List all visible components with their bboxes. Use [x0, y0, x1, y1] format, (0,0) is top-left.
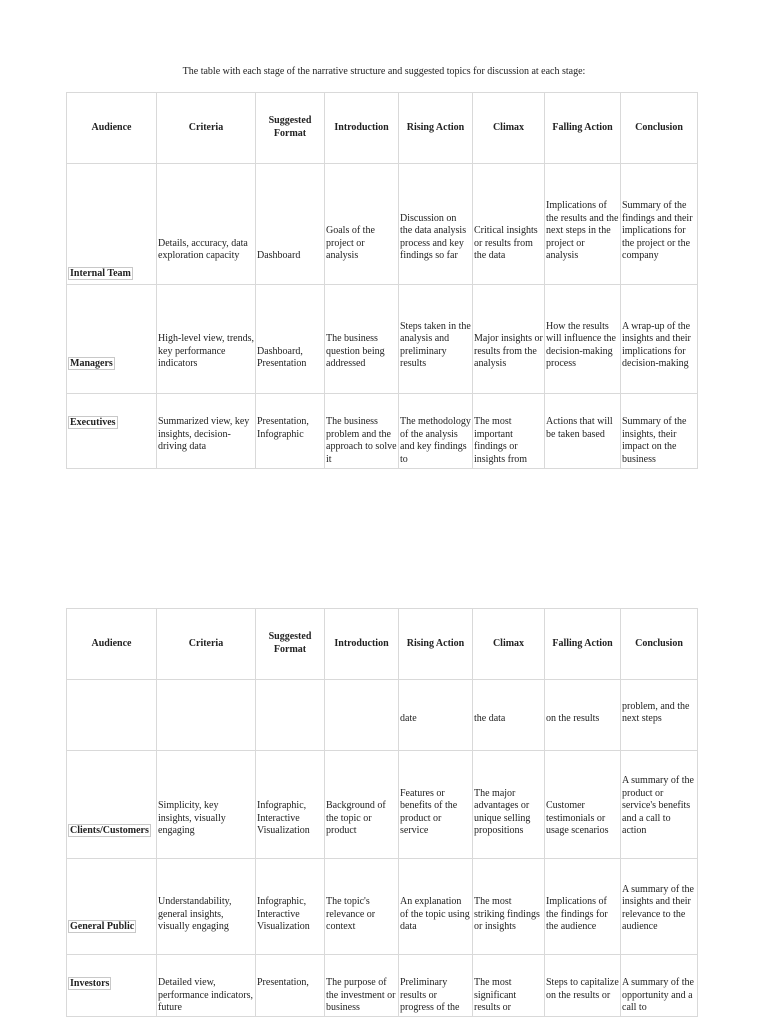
falling-action-cell: Customer testimonials or usage scenarios: [545, 751, 621, 859]
climax-cell: The most significant results or: [473, 955, 545, 1017]
climax-cell: The most striking findings or insights: [473, 859, 545, 955]
falling-action-cell: How the results will influence the decision-making process: [545, 285, 621, 394]
falling-action-cell: Actions that will be taken based: [545, 394, 621, 469]
audience-cell: [67, 751, 157, 859]
format-cell: Dashboard, Presentation: [256, 285, 325, 394]
audience-label: Clients/Customers: [70, 825, 149, 837]
table-caption: The table with each stage of the narrative structure and suggested topics for discussion at each stage:: [182, 66, 586, 77]
header-conclusion: Conclusion: [621, 93, 698, 164]
header-rising-action: Rising Action: [399, 93, 473, 164]
introduction-cell: Background of the topic or product: [325, 751, 399, 859]
header-climax: Climax: [473, 609, 545, 680]
rising-action-cell: Steps taken in the analysis and preliminary results: [399, 285, 473, 394]
climax-cell: The major advantages or unique selling propositions: [473, 751, 545, 859]
conclusion-cell: A summary of the product or service's benefits and a call to action: [621, 751, 698, 859]
format-cell: Infographic, Interactive Visualization: [256, 751, 325, 859]
audience-cell: [67, 285, 157, 394]
format-cell: Dashboard: [256, 164, 325, 285]
introduction-cell: The topic's relevance or context: [325, 859, 399, 955]
conclusion-cell: problem, and the next steps: [621, 680, 698, 751]
audience-cell: [67, 680, 157, 751]
table-row: [67, 285, 698, 394]
format-cell: Presentation,: [256, 955, 325, 1017]
header-criteria: Criteria: [157, 93, 256, 164]
conclusion-cell: A summary of the opportunity and a call to: [621, 955, 698, 1017]
audience-cell: [67, 164, 157, 285]
rising-action-cell: Discussion on the data analysis process and key findings so far: [399, 164, 473, 285]
audience-label: Investors: [70, 978, 110, 989]
conclusion-cell: Summary of the insights, their impact on the business: [621, 394, 698, 469]
audience-cell: [67, 955, 157, 1017]
introduction-cell: Goals of the project or analysis: [325, 164, 399, 285]
climax-cell: Major insights or results from the analysis: [473, 285, 545, 394]
falling-action-cell: Steps to capitalize on the results or: [545, 955, 621, 1017]
criteria-cell: [157, 680, 256, 751]
audience-label: General Public: [70, 921, 135, 933]
conclusion-cell: Summary of the findings and their implications for the project or the company: [621, 164, 698, 285]
table-row: [67, 859, 698, 955]
narrative-table-2: [66, 608, 698, 1017]
format-cell: Presentation, Infographic: [256, 394, 325, 469]
criteria-cell: High-level view, trends, key performance indicators: [157, 285, 256, 394]
rising-action-cell: The methodology of the analysis and key findings to: [399, 394, 473, 469]
format-cell: Infographic, Interactive Visualization: [256, 859, 325, 955]
header-audience: Audience: [67, 609, 157, 680]
conclusion-cell: A wrap-up of the insights and their implications for decision-making: [621, 285, 698, 394]
climax-cell: The most important findings or insights from: [473, 394, 545, 469]
audience-cell: [67, 859, 157, 955]
criteria-cell: Simplicity, key insights, visually engaging: [157, 751, 256, 859]
audience-label: Managers: [70, 358, 113, 370]
rising-action-cell: date: [399, 680, 473, 751]
table-row: [67, 751, 698, 859]
header-row: [67, 93, 698, 164]
continuation-row: [67, 680, 698, 751]
conclusion-cell: A summary of the insights and their relevance to the audience: [621, 859, 698, 955]
header-suggested-format: Suggested Format: [256, 93, 325, 164]
header-introduction: Introduction: [325, 93, 399, 164]
header-criteria: Criteria: [157, 609, 256, 680]
table-row: [67, 394, 698, 469]
header-climax: Climax: [473, 93, 545, 164]
rising-action-cell: Features or benefits of the product or service: [399, 751, 473, 859]
falling-action-cell: Implications of the findings for the audience: [545, 859, 621, 955]
audience-label: Internal Team: [70, 268, 131, 280]
climax-cell: the data: [473, 680, 545, 751]
climax-cell: Critical insights or results from the data: [473, 164, 545, 285]
header-row: [67, 609, 698, 680]
falling-action-cell: on the results: [545, 680, 621, 751]
introduction-cell: The business problem and the approach to solve it: [325, 394, 399, 469]
criteria-cell: Details, accuracy, data exploration capacity: [157, 164, 256, 285]
format-cell: [256, 680, 325, 751]
header-introduction: Introduction: [325, 609, 399, 680]
header-conclusion: Conclusion: [621, 609, 698, 680]
header-falling-action: Falling Action: [545, 609, 621, 680]
falling-action-cell: Implications of the results and the next steps in the project or analysis: [545, 164, 621, 285]
table-row: [67, 955, 698, 1017]
introduction-cell: [325, 680, 399, 751]
narrative-table-1: [66, 92, 698, 469]
criteria-cell: Understandability, general insights, visually engaging: [157, 859, 256, 955]
rising-action-cell: Preliminary results or progress of the: [399, 955, 473, 1017]
introduction-cell: The purpose of the investment or business: [325, 955, 399, 1017]
header-suggested-format: Suggested Format: [256, 609, 325, 680]
header-falling-action: Falling Action: [545, 93, 621, 164]
audience-cell: [67, 394, 157, 469]
header-rising-action: Rising Action: [399, 609, 473, 680]
introduction-cell: The business question being addressed: [325, 285, 399, 394]
table-row: [67, 164, 698, 285]
audience-label: Executives: [70, 417, 116, 428]
rising-action-cell: An explanation of the topic using data: [399, 859, 473, 955]
criteria-cell: Summarized view, key insights, decision-driving data: [157, 394, 256, 469]
criteria-cell: Detailed view, performance indicators, future: [157, 955, 256, 1017]
header-audience: Audience: [67, 93, 157, 164]
